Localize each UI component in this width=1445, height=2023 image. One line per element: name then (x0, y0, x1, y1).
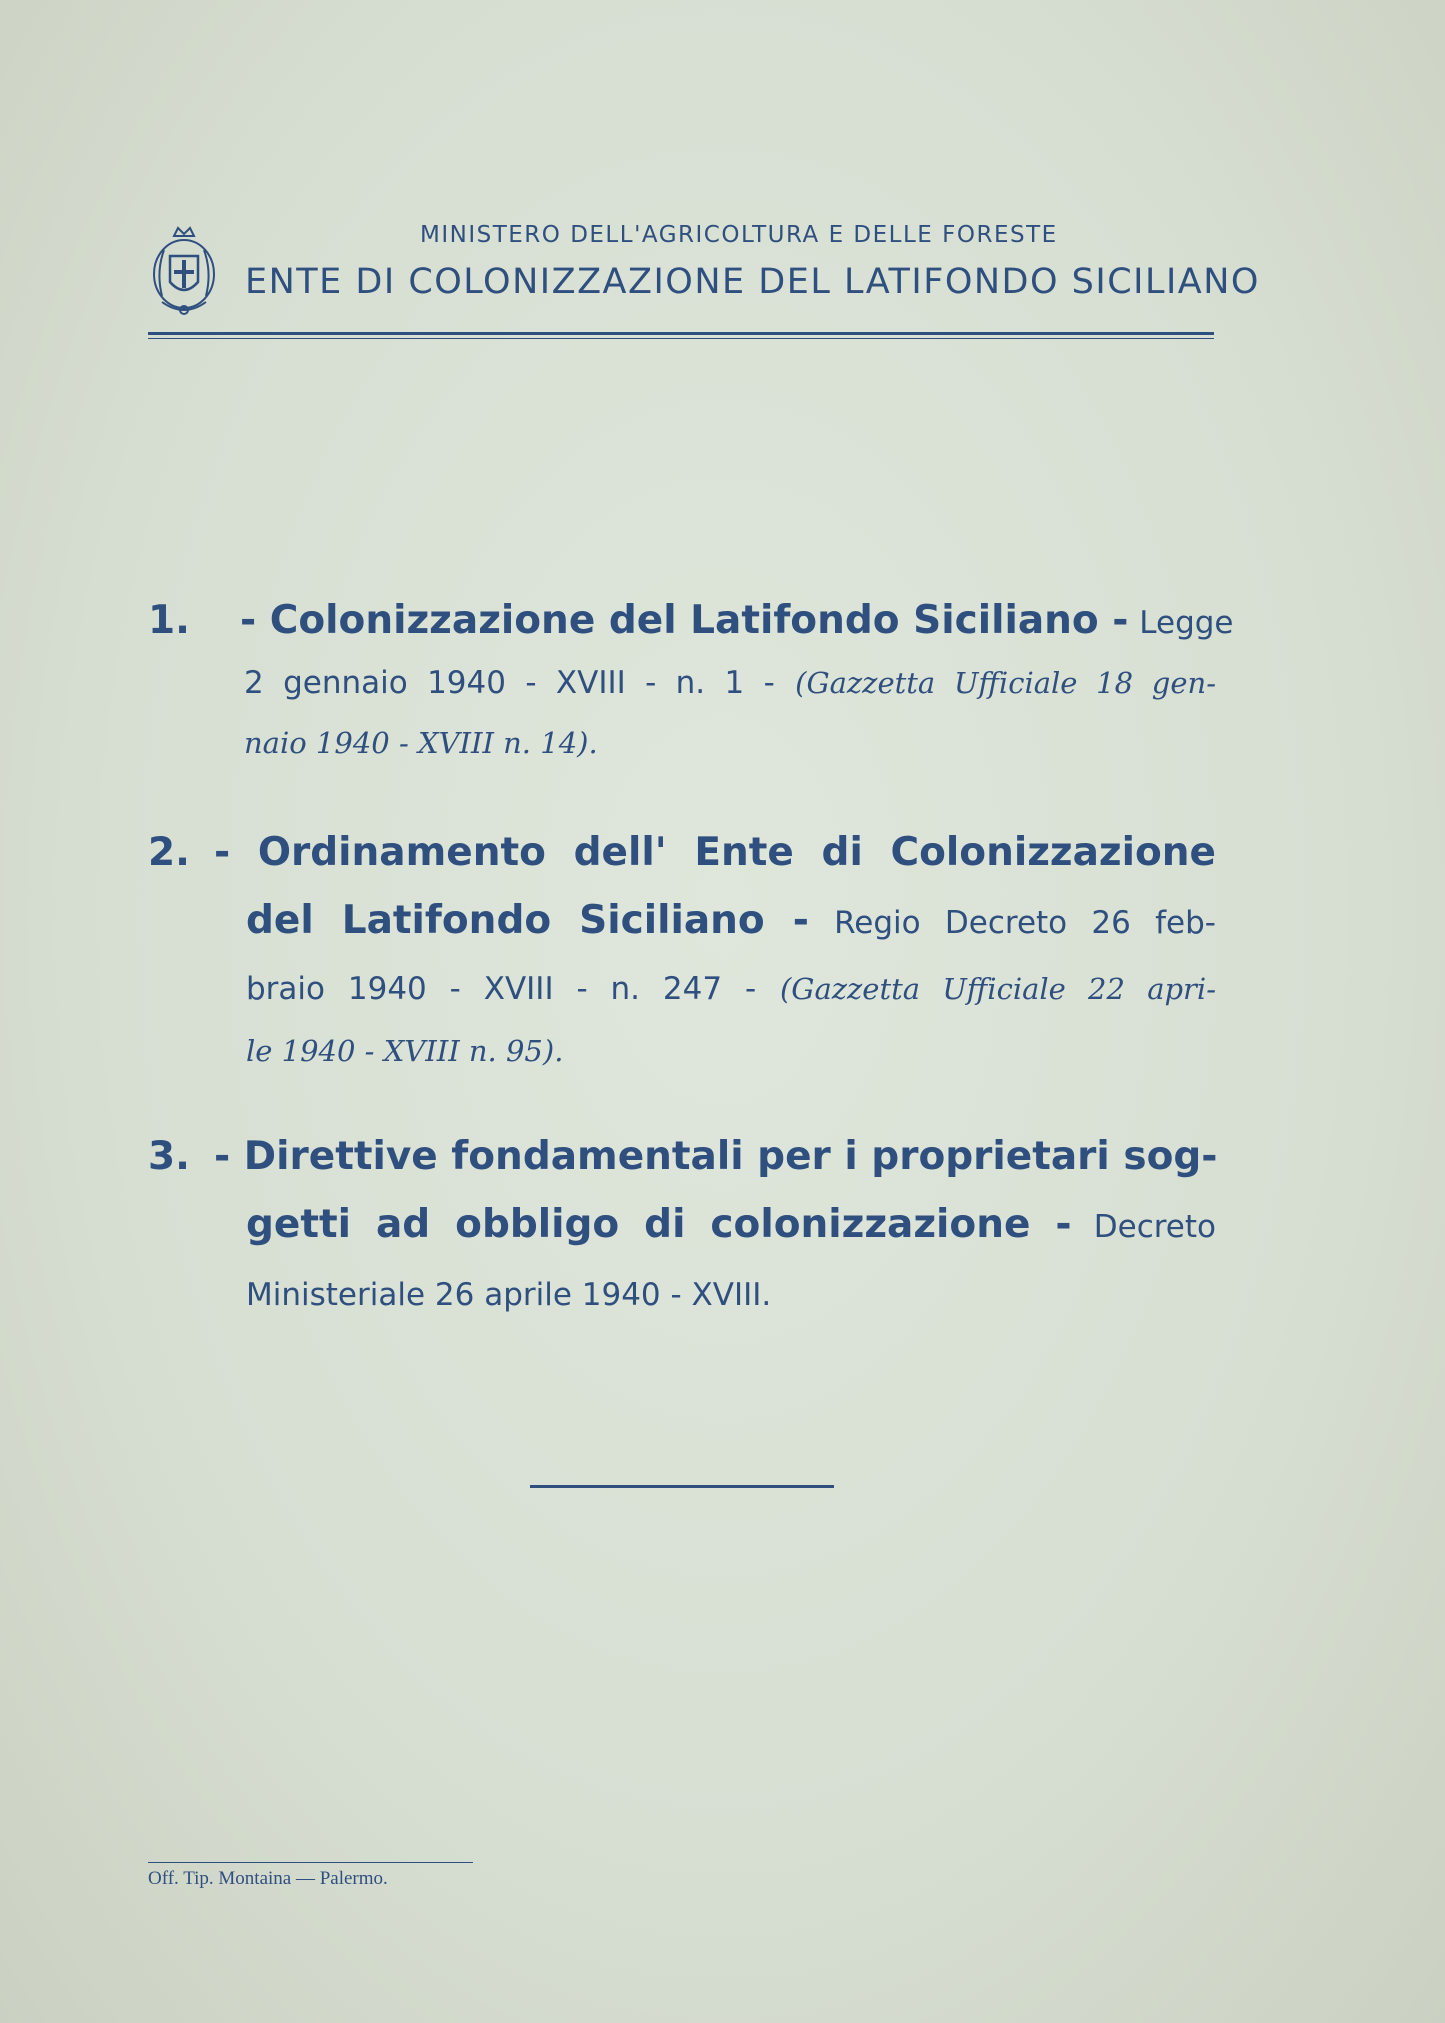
item-title: - Direttive fondamentali per i proprietari sog- (214, 1134, 1218, 1179)
item-line (246, 898, 1216, 943)
item-title: - Colonizzazione del Latifondo Siciliano - (240, 598, 1129, 643)
ministry-heading: MINISTERO DELL'AGRICOLTURA E DELLE FORESTE (420, 222, 1058, 248)
printer-imprint: Off. Tip. Montaina — Palermo. (148, 1868, 388, 1889)
item-title: getti ad obbligo di colonizzazione - (246, 1202, 1072, 1247)
item-citation: (Gazzetta Ufficiale 22 apri- (779, 972, 1216, 1006)
item-text: braio 1940 - XVIII - n. 247 - (246, 971, 757, 1007)
item-title: del Latifondo Siciliano - (246, 898, 809, 943)
footer-rule (148, 1862, 473, 1863)
item-line (240, 598, 1234, 643)
header-rule-thick (148, 332, 1214, 335)
institution-heading: ENTE DI COLONIZZAZIONE DEL LATIFONDO SICILIANO (245, 262, 1260, 302)
item-text: Legge (1139, 605, 1234, 641)
item-line (244, 722, 598, 762)
item-citation: le 1940 - XVIII n. 95). (246, 1034, 564, 1068)
section-divider (530, 1485, 834, 1488)
item-line (214, 830, 1216, 875)
item-line (246, 968, 1216, 1008)
item-title: - Ordinamento dell' Ente di Colonizzazione (214, 830, 1216, 875)
item-line (244, 662, 1216, 702)
item-line (246, 1202, 1216, 1247)
item-text: 2 gennaio 1940 - XVIII - n. 1 - (244, 665, 775, 701)
item-number: 2. (148, 830, 190, 875)
item-line (246, 1274, 771, 1314)
item-citation: (Gazzetta Ufficiale 18 gen- (795, 666, 1216, 700)
item-citation: naio 1940 - XVIII n. 14). (244, 726, 598, 760)
item-number: 1. (148, 598, 190, 643)
savoy-crest-icon (148, 222, 220, 322)
item-line (214, 1134, 1216, 1179)
item-text: Ministeriale 26 aprile 1940 - XVIII. (246, 1277, 772, 1313)
header-rule-thin (148, 338, 1214, 339)
item-text: Regio Decreto 26 feb- (834, 905, 1216, 941)
item-text: Decreto (1093, 1209, 1216, 1245)
item-line (246, 1030, 563, 1070)
item-number: 3. (148, 1134, 190, 1179)
